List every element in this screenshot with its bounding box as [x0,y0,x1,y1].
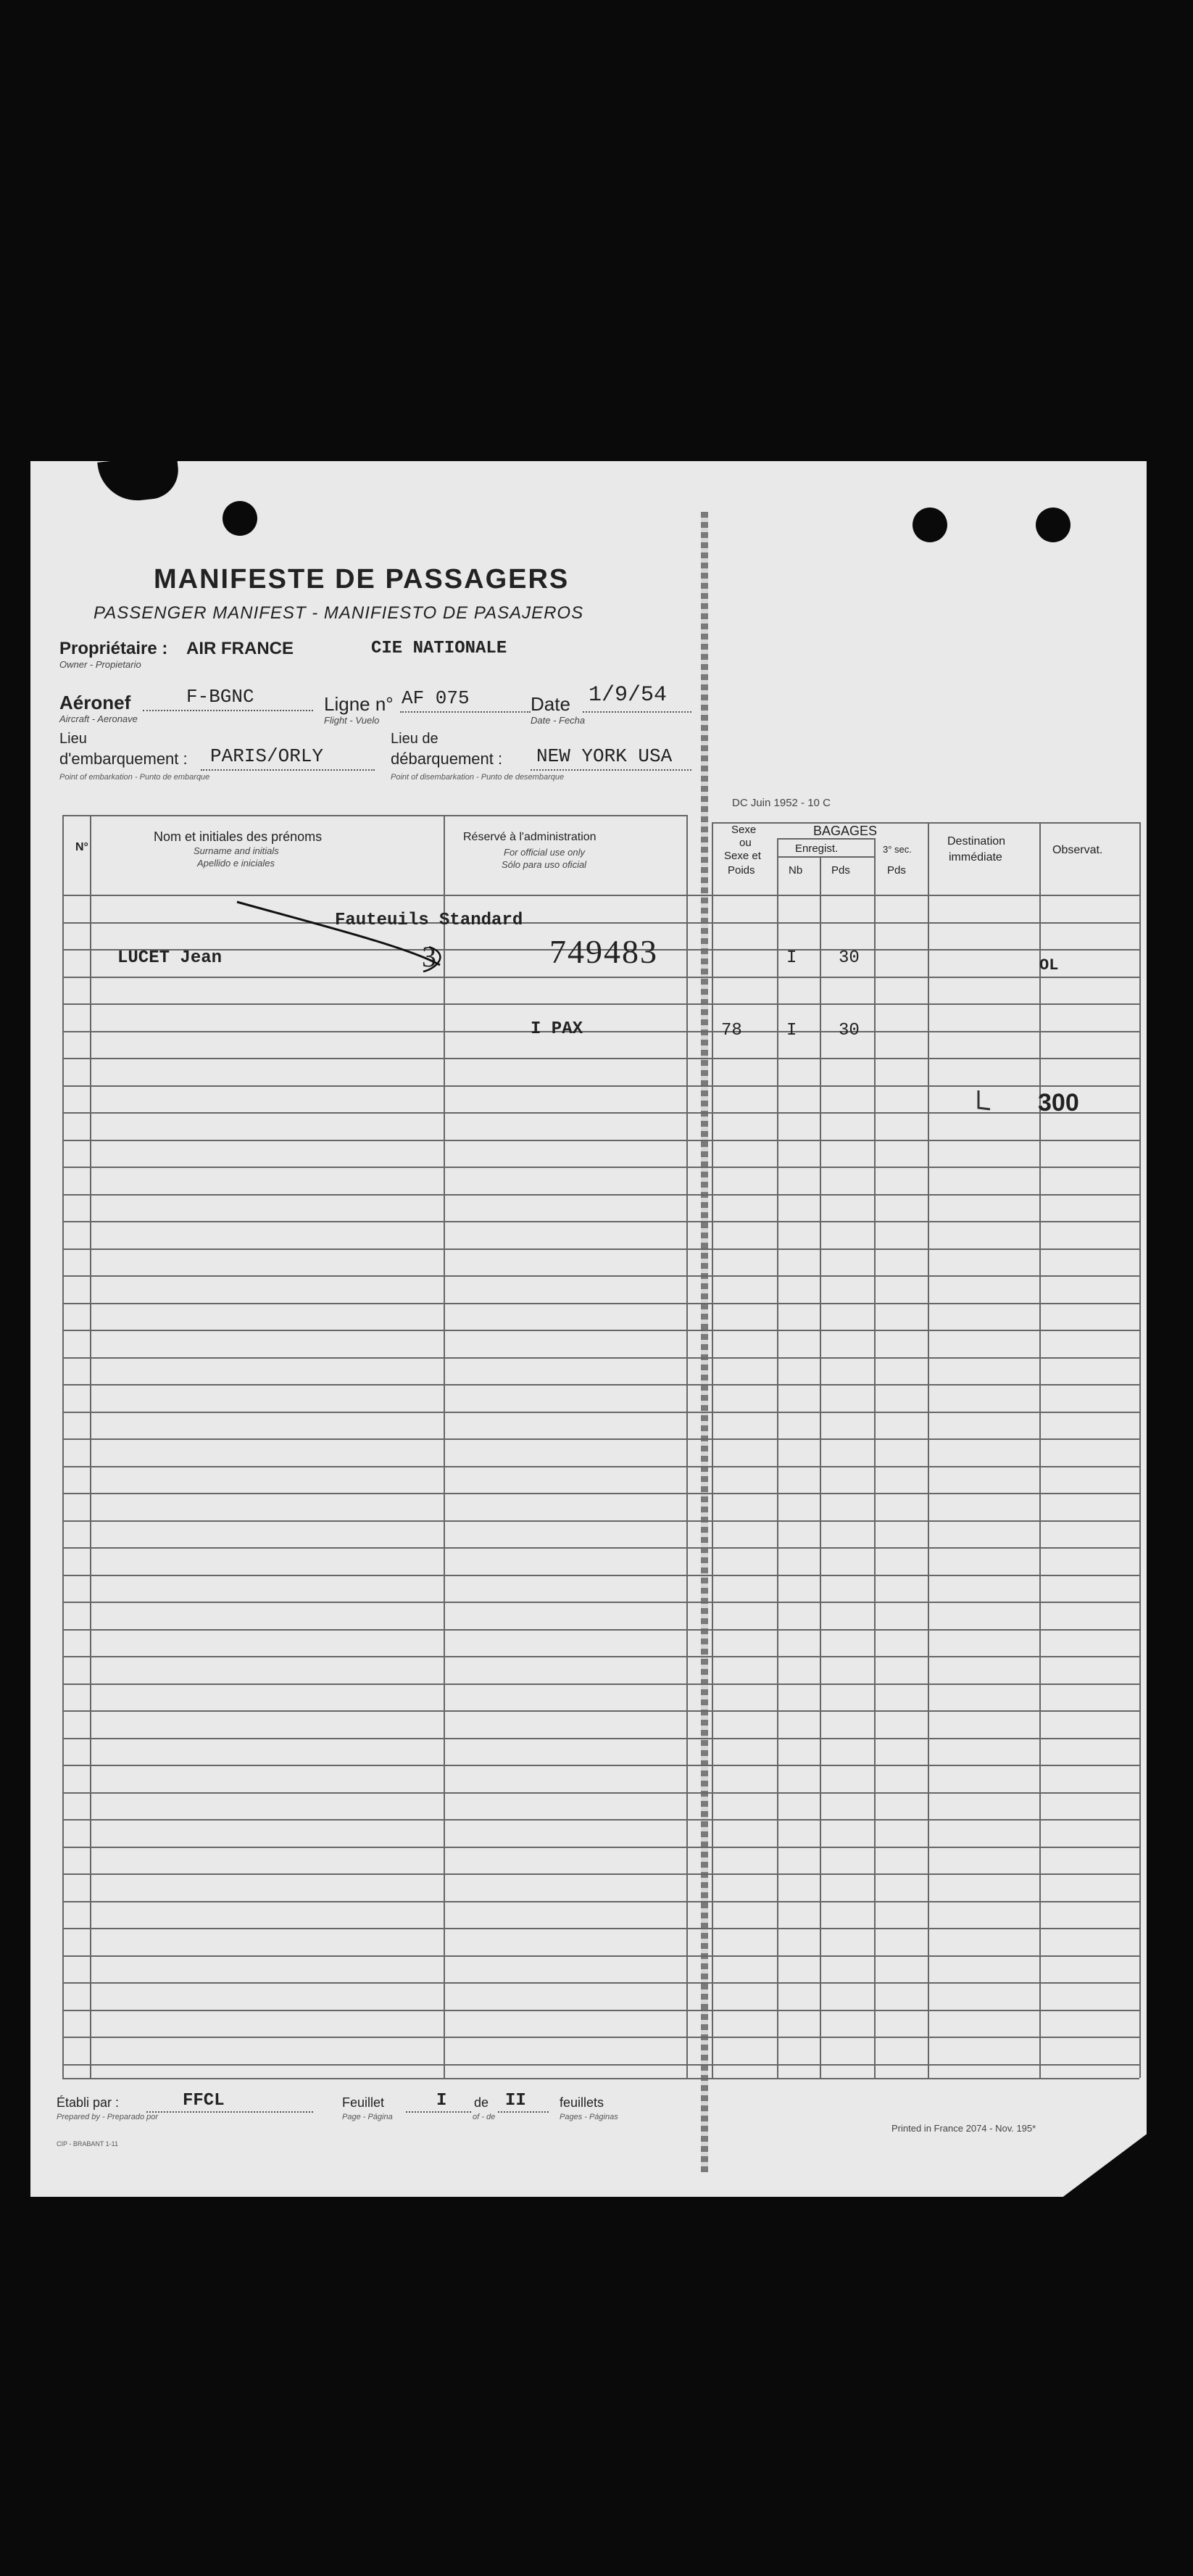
grid-row-line [62,1710,1139,1712]
passenger-ticket: 749483 [549,933,658,970]
line-value: AF 075 [402,687,470,709]
pen-stroke [233,896,487,976]
grid-row-line [62,1466,1139,1467]
grid-row-line [62,1520,1139,1522]
grid-col-divider [874,838,876,2078]
grid-row-line [62,1738,1139,1739]
of-label: de [474,2095,489,2110]
grid-row-line [62,1140,1139,1141]
grid-row-line [62,2064,1139,2066]
aircraft-value: F-BGNC [186,686,254,708]
grid-row-line [62,1330,1139,1331]
grid-row-line [62,1656,1139,1657]
torn-paper-mark [128,461,172,483]
col-pds: Pds [831,864,850,877]
fold-line [701,512,708,2172]
embark-sub: Point of embarkation - Punto de embarque [59,773,210,782]
grid-row-line [62,1167,1139,1168]
grid-row-line [62,1928,1139,1929]
line-underline [400,711,531,713]
punch-hole [1036,508,1071,542]
col-name-en: Surname and initials [194,845,279,856]
grid-header-line [777,838,874,840]
prepared-label: Établi par : [57,2095,120,2110]
passenger-nb: I [786,948,797,968]
prepared-sub: Prepared by - Preparado por [57,2113,159,2121]
col-third-1: 3° sec. [883,844,912,855]
printed-note: Printed in France 2074 - Nov. 195* [891,2123,1036,2134]
grid-row-line [62,1847,1139,1848]
grid-col-divider [928,822,929,2078]
disembark-label-1: Lieu de [391,731,438,747]
grid-row-line [62,1412,1139,1413]
passenger-obs: OL [1039,956,1059,974]
grid-header-bottom [62,895,1139,896]
aircraft-label: Aéronef [59,692,131,713]
class-header: Fauteuils Standard [335,911,523,930]
grid-border-top [712,822,1139,824]
grid-row-line [62,1575,1139,1576]
grid-row-line [62,1085,1139,1087]
torn-corner [1061,2133,1148,2198]
date-label: Date [531,693,570,715]
sheet-label: Feuillet [342,2095,385,2110]
grid-row-line [62,1003,1139,1005]
grid-row-line [62,1493,1139,1494]
embark-value: PARIS/ORLY [210,745,324,767]
sheets-label: feuillets [560,2095,604,2110]
grid-row-line [62,1275,1139,1277]
of-underline [498,2111,549,2113]
grid-row-line [62,1031,1139,1032]
punch-hole [913,508,947,542]
grid-row-line [62,1248,1139,1250]
owner-value: AIR FRANCE [186,639,294,658]
total-pds: 30 [839,1021,860,1040]
grid-row-line [62,2037,1139,2038]
prepared-underline [146,2111,313,2113]
line-sub: Flight - Vuelo [324,715,380,726]
grid-row-line [62,1901,1139,1902]
grid-col-divider [712,822,713,2078]
aircraft-sub: Aircraft - Aeronave [59,713,138,724]
col-enreg: Enregist. [795,842,839,855]
col-bagages: BAGAGES [813,824,878,838]
col-dest-2: immédiate [949,851,1002,864]
total-nb: I [786,1021,797,1040]
sheet-value: I [436,2091,447,2111]
col-sexe-3: Sexe et [724,850,761,862]
of-value: II [505,2091,526,2111]
embark-label-2: d'embarquement : [59,750,188,768]
col-nb: Nb [789,864,803,877]
owner-typed: CIE NATIONALE [371,639,507,658]
grid-border-top [62,815,686,816]
grid-row-line [62,2010,1139,2011]
passenger-name: LUCET Jean [117,948,223,968]
sheet-sub: Page - Página [342,2113,393,2121]
grid-row-line [62,1303,1139,1304]
passenger-pds: 30 [839,948,860,968]
grid-border-bottom [62,2078,1139,2079]
extra-value: 300 [1038,1089,1079,1117]
grid-row-line [62,1982,1139,1984]
line-label: Ligne n° [324,693,394,715]
col-name-es: Apellido e iniciales [197,858,275,869]
aircraft-underline [143,710,313,711]
disembark-label-2: débarquement : [391,750,503,768]
col-observ: Observat. [1052,844,1103,856]
grid-col-divider [1039,822,1041,2078]
grid-row-line [62,1819,1139,1821]
manifest-subtitle: PASSENGER MANIFEST - MANIFIESTO DE PASAJEROS [93,603,584,623]
of-sub: of - de [473,2113,496,2121]
col-name: Nom et initiales des prénoms [154,829,323,844]
grid-row-line [62,1058,1139,1059]
grid-row-line [62,1357,1139,1359]
total-weight: 78 [721,1021,742,1040]
form-code: DC Juin 1952 - 10 C [732,797,831,809]
col-sexe-1: Sexe [731,824,757,836]
grid-row-line [62,1547,1139,1549]
grid-row-line [62,1194,1139,1196]
col-admin-es: Sólo para uso oficial [502,859,587,870]
disembark-value: NEW YORK USA [536,745,673,767]
sheet-underline [406,2111,471,2113]
grid-border-right [1139,822,1141,2078]
col-admin-en: For official use only [504,847,585,858]
disembark-underline [531,769,691,771]
embark-underline [201,769,375,771]
grid-row-line [62,922,1139,924]
sheets-sub: Pages - Páginas [560,2113,618,2121]
grid-row-line [62,1873,1139,1875]
passenger-mark: 3 [422,940,436,973]
grid-row-line [62,1792,1139,1794]
col-admin: Réservé à l'administration [463,831,596,843]
col-no: N° [75,841,88,853]
printer-code: CIP - BRABANT 1-11 [57,2140,119,2148]
grid-row-line [62,1629,1139,1631]
prepared-value: FFCL [183,2091,225,2111]
punch-hole [223,501,257,536]
total-label: I PAX [531,1019,583,1039]
grid-col-divider [777,838,778,2078]
date-value: 1/9/54 [589,683,668,708]
owner-sub: Owner - Propietario [59,659,141,670]
grid-row-line [62,1955,1139,1957]
owner-label: Propriétaire : [59,639,168,658]
date-underline [583,711,691,713]
col-sexe-2: ou [739,837,752,849]
manifest-title: MANIFESTE DE PASSAGERS [154,564,570,595]
grid-row-line [62,1602,1139,1603]
manifest-sheet [30,461,1147,2197]
grid-header-line [777,856,874,858]
grid-row-line [62,1765,1139,1766]
col-sexe-4: Poids [728,864,755,877]
grid-row-line [62,1221,1139,1222]
embark-label-1: Lieu [59,731,87,747]
col-third-2: Pds [887,864,906,877]
disembark-sub: Point of disembarkation - Punto de desembarque [391,773,565,782]
grid-row-line [62,977,1139,978]
grid-row-line [62,1438,1139,1440]
col-dest-1: Destination [947,835,1006,848]
grid-row-line [62,1384,1139,1386]
scribble-mark [973,1088,994,1117]
date-sub: Date - Fecha [531,715,586,726]
grid-row-line [62,1683,1139,1685]
